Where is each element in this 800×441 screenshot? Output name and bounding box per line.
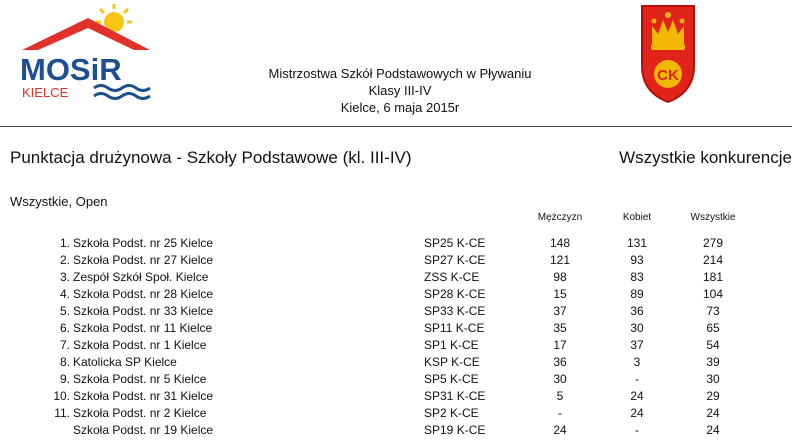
crest-graphic [640, 4, 696, 104]
row-men-points: 24 [553, 423, 567, 437]
row-rank: 11. [54, 406, 70, 420]
svg-text:CK: CK [657, 67, 679, 84]
row-men-points: 35 [553, 321, 567, 335]
row-total-points: 24 [706, 406, 720, 420]
row-school-code: SP1 K-CE [424, 338, 479, 352]
row-rank: 3. [59, 270, 70, 284]
row-women-points: 36 [630, 304, 644, 318]
column-header-all: Wszystkie [690, 212, 736, 223]
row-men-points: 121 [549, 253, 571, 267]
row-rank: 2. [59, 253, 70, 267]
row-school-code: SP2 K-CE [424, 406, 479, 420]
row-school-code: SP27 K-CE [424, 253, 486, 267]
row-women-points: 93 [630, 253, 644, 267]
mosir-logo [18, 4, 158, 102]
row-women-points: - [635, 423, 639, 437]
row-school-name: Szkoła Podst. nr 5 Kielce [73, 372, 207, 386]
row-men-points: 98 [553, 270, 567, 284]
table-row [0, 321, 800, 338]
row-total-points: 30 [706, 372, 720, 386]
row-total-points: 279 [702, 236, 724, 250]
table-row [0, 270, 800, 287]
row-men-points: 30 [553, 372, 567, 386]
row-school-name: Szkoła Podst. nr 1 Kielce [73, 338, 207, 352]
section-scope: Wszystkie konkurencje [619, 148, 792, 167]
row-school-code: SP33 K-CE [424, 304, 486, 318]
row-total-points: 181 [702, 270, 724, 284]
table-row [0, 372, 800, 389]
row-rank: 9. [59, 372, 70, 386]
row-rank: 5. [59, 304, 70, 318]
row-men-points: - [558, 406, 562, 420]
table-row [0, 389, 800, 406]
mosir-logo-graphic [18, 4, 158, 102]
event-title: Mistrzostwa Szkół Podstawowych w Pływaniu [268, 66, 532, 81]
svg-text:KIELCE: KIELCE [22, 85, 69, 100]
row-total-points: 29 [706, 389, 720, 403]
row-women-points: 89 [630, 287, 644, 301]
row-total-points: 54 [706, 338, 720, 352]
table-row [0, 406, 800, 423]
row-school-name: Zespół Szkół Społ. Kielce [73, 270, 209, 284]
group-label: Wszystkie, Open [10, 194, 108, 209]
row-men-points: 36 [553, 355, 567, 369]
row-women-points: 3 [633, 355, 641, 369]
table-row [0, 355, 800, 372]
row-school-name: Szkoła Podst. nr 31 Kielce [73, 389, 214, 403]
row-school-name: Katolicka SP Kielce [73, 355, 177, 369]
row-school-code: SP31 K-CE [424, 389, 486, 403]
event-date: Kielce, 6 maja 2015r [340, 100, 460, 115]
row-school-code: ZSS K-CE [424, 270, 480, 284]
row-rank: 6. [59, 321, 70, 335]
row-total-points: 214 [702, 253, 724, 267]
row-men-points: 5 [556, 389, 564, 403]
table-row [0, 236, 800, 253]
city-crest [640, 4, 696, 104]
row-school-name: Szkoła Podst. nr 11 Kielce [73, 321, 213, 335]
row-total-points: 24 [706, 423, 720, 437]
row-women-points: - [635, 372, 639, 386]
row-school-name: Szkoła Podst. nr 25 Kielce [73, 236, 214, 250]
row-total-points: 39 [706, 355, 720, 369]
row-women-points: 30 [630, 321, 644, 335]
row-men-points: 37 [553, 304, 567, 318]
table-row [0, 423, 800, 440]
row-rank: 4. [59, 287, 70, 301]
row-men-points: 17 [553, 338, 567, 352]
section-title: Punktacja drużynowa - Szkoły Podstawowe (kl. III-IV) [10, 148, 412, 167]
row-women-points: 37 [630, 338, 644, 352]
row-school-name: Szkoła Podst. nr 33 Kielce [73, 304, 214, 318]
row-school-code: SP5 K-CE [424, 372, 479, 386]
row-total-points: 65 [706, 321, 720, 335]
row-school-name: Szkoła Podst. nr 2 Kielce [73, 406, 207, 420]
row-rank: 8. [59, 355, 70, 369]
row-rank: 10. [53, 389, 70, 403]
table-row [0, 338, 800, 355]
svg-text:MOSiR: MOSiR [20, 52, 122, 87]
column-header-women: Kobiet [622, 212, 652, 223]
row-total-points: 104 [702, 287, 724, 301]
row-school-code: SP11 K-CE [424, 321, 485, 335]
row-women-points: 24 [630, 406, 644, 420]
row-school-code: SP25 K-CE [424, 236, 486, 250]
row-women-points: 131 [626, 236, 648, 250]
row-school-code: SP28 K-CE [424, 287, 486, 301]
table-row [0, 304, 800, 321]
row-rank: 1. [59, 236, 70, 250]
row-men-points: 148 [549, 236, 571, 250]
table-row [0, 287, 800, 304]
results-table [0, 236, 800, 440]
column-header-men: Mężczyzn [537, 212, 583, 223]
header-divider [0, 126, 792, 127]
row-rank: 7. [59, 338, 70, 352]
row-total-points: 73 [706, 304, 720, 318]
row-school-name: Szkoła Podst. nr 28 Kielce [73, 287, 214, 301]
row-school-name: Szkoła Podst. nr 19 Kielce [73, 423, 214, 437]
row-women-points: 83 [630, 270, 644, 284]
waves-icon [94, 86, 150, 99]
table-row [0, 253, 800, 270]
row-school-name: Szkoła Podst. nr 27 Kielce [73, 253, 214, 267]
row-women-points: 24 [630, 389, 644, 403]
row-school-code: KSP K-CE [424, 355, 480, 369]
row-school-code: SP19 K-CE [424, 423, 486, 437]
event-class: Klasy III-IV [368, 83, 432, 98]
row-men-points: 15 [553, 287, 567, 301]
